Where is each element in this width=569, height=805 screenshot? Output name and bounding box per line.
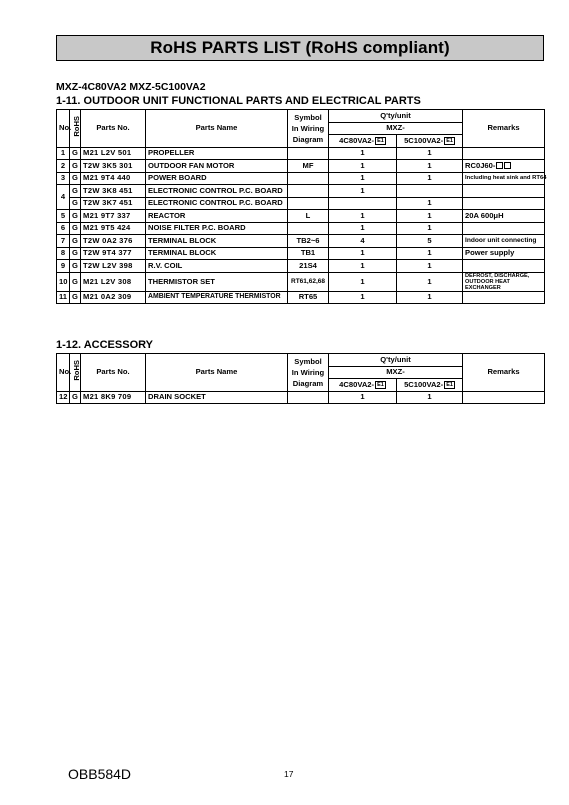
header-parts-no: Parts No. <box>81 354 146 392</box>
table-row: 12 G M21 8K9 709 DRAIN SOCKET 1 1 <box>57 391 545 404</box>
table-row: 11 G M21 0A2 309 AMBIENT TEMPERATURE THERMISTOR RT65 1 1 <box>57 291 545 304</box>
page-title: RoHS PARTS LIST (RoHS compliant) <box>56 35 544 61</box>
model-names: MXZ-4C80VA2 MXZ-5C100VA2 <box>56 81 206 93</box>
table-row: 5 G M21 9T7 337 REACTOR L 1 1 20A 600μH <box>57 210 545 223</box>
table-row: 8 G T2W 9T4 377 TERMINAL BLOCK TB1 1 1 Power supply <box>57 247 545 260</box>
document-code: OBB584D <box>68 766 132 782</box>
page-number: 17 <box>284 769 294 779</box>
header-symbol: Symbol In Wiring Diagram <box>288 110 329 148</box>
header-symbol: Symbol In Wiring Diagram <box>288 354 329 392</box>
header-mxz: MXZ- <box>329 122 463 135</box>
table-row: G T2W 3K7 451 ELECTRONIC CONTROL P.C. BOARD 1 <box>57 197 545 210</box>
header-model-b: 5C100VA2- E1 <box>397 379 463 392</box>
table-row: 9 G T2W L2V 398 R.V. COIL 21S4 1 1 <box>57 260 545 273</box>
section-title-functional-parts: 1-11. OUTDOOR UNIT FUNCTIONAL PARTS AND ELECTRICAL PARTS <box>56 95 421 107</box>
header-model-a: 4C80VA2- E1 <box>329 135 397 148</box>
table-row: 4 G T2W 3K8 451 ELECTRONIC CONTROL P.C. BOARD 1 <box>57 185 545 198</box>
placeholder-box-icon <box>496 162 503 169</box>
table-row: 3 G M21 9T4 440 POWER BOARD 1 1 Including heat sink and RT64 <box>57 172 545 185</box>
table-row: 10 G M21 L2V 308 THERMISTOR SET RT61,62,68 1 1 DEFROST, DISCHARGE, OUTDOOR HEAT EXCHANGER <box>57 272 545 291</box>
header-no: No. <box>57 354 70 392</box>
table-row: 1 G M21 L2V 501 PROPELLER 1 1 <box>57 147 545 160</box>
header-rohs: RoHS <box>70 110 81 148</box>
header-parts-no: Parts No. <box>81 110 146 148</box>
header-mxz: MXZ- <box>329 366 463 379</box>
header-model-b: 5C100VA2- E1 <box>397 135 463 148</box>
table-row: 7 G T2W 0A2 376 TERMINAL BLOCK TB2~6 4 5 Indoor unit connecting <box>57 235 545 248</box>
header-rohs: RoHS <box>70 354 81 392</box>
functional-parts-table <box>56 109 545 304</box>
table-row: 6 G M21 9T5 424 NOISE FILTER P.C. BOARD 1 1 <box>57 222 545 235</box>
accessory-table <box>56 353 545 404</box>
table-row: 2 G T2W 3K5 301 OUTDOOR FAN MOTOR MF 1 1 RC0J60- <box>57 160 545 173</box>
header-remarks: Remarks <box>463 354 545 392</box>
header-no: No. <box>57 110 70 148</box>
header-parts-name: Parts Name <box>146 354 288 392</box>
placeholder-box-icon <box>504 162 511 169</box>
header-remarks: Remarks <box>463 110 545 148</box>
header-qty: Q'ty/unit <box>329 354 463 367</box>
header-parts-name: Parts Name <box>146 110 288 148</box>
header-qty: Q'ty/unit <box>329 110 463 123</box>
section-title-accessory: 1-12. ACCESSORY <box>56 339 153 351</box>
header-model-a: 4C80VA2- E1 <box>329 379 397 392</box>
